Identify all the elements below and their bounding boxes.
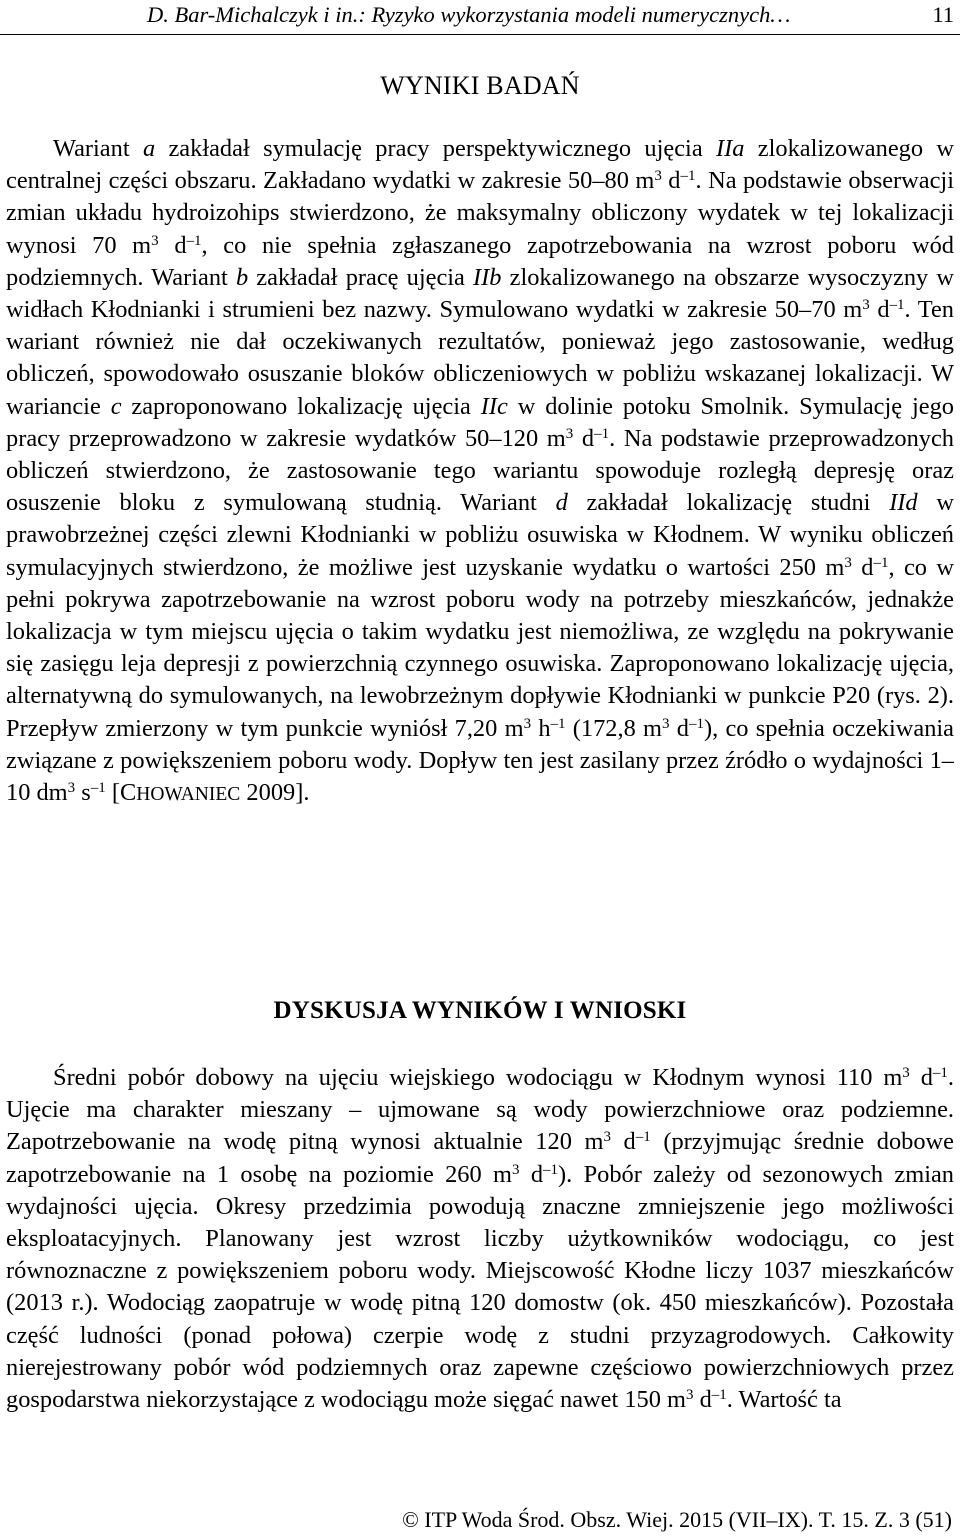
running-header — [0, 0, 960, 35]
page-number: 11 — [932, 2, 954, 27]
superscript: 3 — [523, 715, 532, 732]
small-caps-name: HOWANIEC — [136, 784, 241, 806]
italic-term: IIc — [480, 392, 508, 420]
superscript: 3 — [565, 425, 574, 442]
superscript: 3 — [654, 168, 662, 185]
superscript: 3 — [512, 1161, 520, 1178]
superscript: –1 — [711, 1387, 727, 1404]
italic-term: c — [110, 392, 122, 420]
italic-term: a — [142, 135, 156, 162]
superscript: –1 — [594, 425, 610, 442]
superscript: 3 — [67, 780, 76, 797]
italic-term: IIb — [473, 263, 502, 291]
superscript: –1 — [889, 297, 905, 314]
superscript: 3 — [685, 1387, 694, 1404]
superscript: –1 — [635, 1129, 651, 1146]
italic-term: d — [555, 489, 568, 517]
italic-term: IId — [889, 489, 918, 517]
running-title: D. Bar-Michalczyk i in.: Ryzyko wykorzystania modeli numerycznych… — [147, 2, 791, 27]
superscript: –1 — [680, 168, 696, 185]
superscript: –1 — [873, 554, 889, 571]
superscript: 3 — [844, 554, 852, 571]
superscript: –1 — [689, 715, 704, 732]
discussion-paragraph: Średni pobór dobowy na ujęciu wiejskiego wodociągu w Kłodnym wynosi 110 $m^3$ $d^{-1}$. Ujęcie ma charakter mieszany – ujmowane są wody powierzchniowe oraz podziemne. Zapotrzebowanie na wodę pitną wynosi aktualnie 120 $m^3$ $d^{-1}$ (przyjmując średnie dobowe zapotrzebowanie na 1 osobę na poziomie 260 $m^3$ $d^{-1}$). Pobór zależy od sezonowych zmian wydajności ujęcia. Okresy przedzimia powodują znaczne zmniejszenie jego możliwości eksploatacyjnych. Planowany jest wzrost liczby użytkowników wodociągu, co jest równoznaczne z powiększeniem poboru wody. Miejscowość Kłodne liczy 1037 mieszkańców (2013 r.). Wodociąg zaopatruje w wodę pitną 120 domostw (ok. 450 mieszkańców). Pozostała część ludności (ponad połowa) czerpie wodę z studni przyzagrodowych. Całkowity nierejestrowany pobór wód podziemnych oraz zapewne częściowo powierzchniowych przez gospodarstwa niekorzystające z wodociągu może sięgać nawet 150 $m^3$ $d^{-1}$. Wartość ta — [6, 1064, 955, 1414]
superscript: 3 — [862, 297, 870, 314]
superscript: 3 — [603, 1129, 611, 1146]
italic-term: IIa — [716, 135, 745, 162]
italic-term: b — [235, 263, 249, 291]
superscript: 3 — [902, 1065, 910, 1081]
journal-footer: © ITP Woda Środ. Obsz. Wiej. 2015 (VII–IX). T. 15. Z. 3 (51) — [402, 1507, 952, 1532]
superscript: –1 — [932, 1065, 948, 1081]
results-paragraph: Wariant a zakładał symulację pracy perspektywicznego ujęcia IIa zlokalizowanego w centralnej części obszaru. Zakładano wydatki w zakresie 50–80 $m^3$ $d^{-1}$. Na podstawie obserwacji zmian układu hydroizohips stwierdzono, że maksymalny obliczony wydatek w tej lokalizacji wynosi 70 $m^3$ $d^{-1}$, co nie spełnia zgłaszanego zapotrzebowania na wzrost poboru wód podziemnych. Wariant b zakładał pracę ujęcia IIb zlokalizowanego na obszarze wysoczyzny w widłach Kłodnianki i strumieni bez nazwy. Symulowano wydatki w zakresie 50–70 $m^3$ $d^{-1}$. Ten wariant również nie dał oczekiwanych rezultatów, ponieważ jego zastosowanie, według obliczeń, spowodowało osuszanie bloków obliczeniowych w pobliżu wskazanej lokalizacji. W wariancie c zaproponowano lokalizację ujęcia IIc w dolinie potoku Smolnik. Symulację jego pracy przeprowadzono w zakresie wydatków 50–120 $m^3$ $d^{-1}$. Na podstawie przeprowadzonych obliczeń stwierdzono, że zastosowanie tego wariantu spowoduje rozległą depresję oraz osuszenie bloku z symulowaną studnią. Wariant d zakładał lokalizację studni IId w prawobrzeżnej części zlewni Kłodnianki w pobliżu osuwiska w Kłodnem. W wyniku obliczeń symulacyjnych stwierdzono, że możliwe jest uzyskanie wydatku o wartości 250 $m^3$ $d^{-1}$, co w pełni pokrywa zapotrzebowanie na wzrost poboru wody na potrzeby mieszkańców, jednakże lokalizacja w tym miejscu ujęcia o takim wydatku jest niemożliwa, ze względu na pokrywanie się zasięgu leja depresji z powierzchnią czynnego osuwiska. Zaproponowano lokalizację ujęcia, alternatywną do symulowanych, na lewobrzeżnym dopływie Kłodnianki w punkcie P20 (rys. 2). Przepływ zmierzony w tym punkcie wyniósł 7,20 $m^3$ $h^{-1}$ (172,8 $m^3$ $d^{-1}$), co spełnia oczekiwania związane z powiększeniem poboru wody. Dopływ ten jest zasilany przez źródło o wydajności 1–10 $dm^3$ $s^{-1}$ [CHOWANIEC 2009]. — [6, 135, 954, 807]
section-title-discussion: DYSKUSJA WYNIKÓW I WNIOSKI — [273, 997, 687, 1024]
superscript: –1 — [90, 780, 106, 797]
superscript: 3 — [662, 715, 670, 732]
section-title-results: WYNIKI BADAŃ — [380, 71, 580, 100]
superscript: 3 — [151, 232, 159, 249]
superscript: –1 — [550, 715, 566, 732]
superscript: –1 — [186, 232, 202, 249]
superscript: –1 — [543, 1161, 559, 1178]
